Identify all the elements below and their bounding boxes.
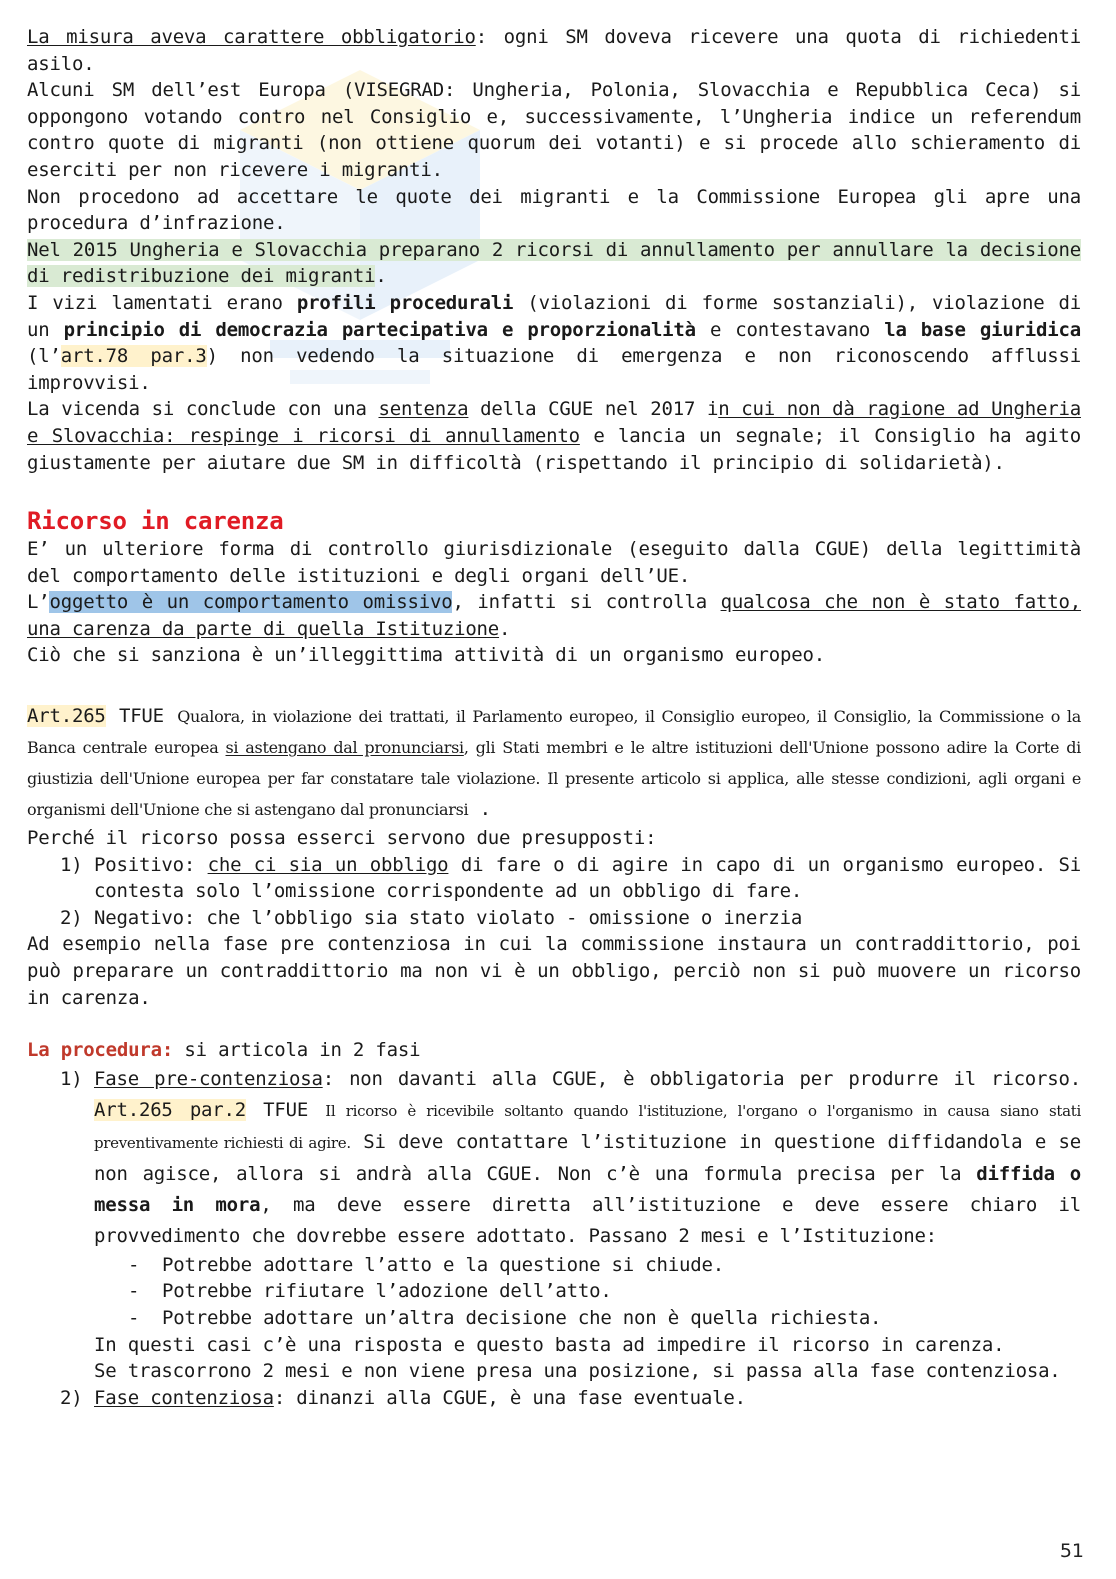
underlined-text: Fase pre-contenziosa bbox=[94, 1067, 323, 1090]
underlined-text: qualcosa che non è stato fatto, una carenza da parte di quella Istituzione bbox=[27, 591, 1081, 640]
underlined-text: n cui non dà ragione ad Ungheria e Slovacchia: respinge i ricorsi di annullamento bbox=[27, 398, 1081, 447]
underlined-text: Fase contenziosa bbox=[94, 1386, 274, 1409]
paragraph-risposta: In questi casi c’è una risposta e questo basta ad impedire il ricorso in carenza. bbox=[94, 1333, 1005, 1356]
fasi-list bbox=[27, 1064, 1081, 1412]
list-item: 2) Fase contenziosa: dinanzi alla CGUE, è una fase eventuale. bbox=[60, 1386, 746, 1409]
blue-highlight: oggetto è un comportamento omissivo bbox=[49, 591, 453, 614]
paragraph-definizione: E’ un ulteriore forma di controllo giurisdizionale (eseguito dalla CGUE) della legittimità del comportamento delle istituzioni e degli organi dell’UE. bbox=[27, 538, 1081, 587]
paragraph-infrazione: Non procedono ad accettare le quote dei migranti e la Commissione Europea gli apre una procedura d’infrazione. bbox=[27, 185, 1081, 235]
presupposti-list bbox=[27, 852, 1081, 932]
bold-text: principio di democrazia partecipativa e proporzionalità bbox=[63, 318, 696, 341]
paragraph-oggetto: L’oggetto è un comportamento omissivo, infatti si controlla qualcosa che non è stato fatto, una carenza da parte di quella Istituzione. bbox=[27, 591, 1081, 640]
options-list bbox=[94, 1252, 1081, 1332]
paragraph-obbligatoria: La misura aveva carattere obbligatorio: ogni SM doveva ricevere una quota di richiedenti asilo. bbox=[27, 26, 1081, 75]
paragraph-sentenza: La vicenda si conclude con una sentenza della CGUE nel 2017 in cui non dà ragione ad Ungheria e Slovacchia: respinge i ricorsi di annullamento e lancia un segnale; il Consiglio ha agito giustamente per aiutare due SM in difficoltà (rispettando il principio di solidarietà). bbox=[27, 398, 1081, 474]
article-265-quote: Art.265 TFUE Qualora, in violazione dei trattati, il Parlamento europeo, il Consiglio europeo, il Consiglio, la Commissione o la Banca centrale europea si astengano dal pronunciarsi, gli Stati membri e le altre istituzioni dell'Unione possono adire la Corte di giustizia dell'Unione europea per far constatare tale violazione. Il presente articolo si applica, alle stesse condizioni, agli organi e organismi dell'Unione che si astengano dal pronunciarsi . bbox=[27, 705, 1081, 821]
paragraph-procedura: La procedura: si articola in 2 fasi bbox=[27, 1039, 421, 1062]
yellow-highlight: Art.265 bbox=[27, 705, 106, 728]
list-item: - Potrebbe rifiutare l’adozione dell’atto. bbox=[128, 1280, 612, 1303]
paragraph-ricorsi-2015: Nel 2015 Ungheria e Slovacchia preparano 2 ricorsi di annullamento per annullare la decisione di redistribuzione dei migranti. bbox=[27, 238, 1081, 288]
underlined-text: che ci sia un obbligo bbox=[207, 853, 449, 876]
paragraph-vizi: I vizi lamentati erano profili procedurali (violazioni di forme sostanziali), violazione di un principio di democrazia partecipativa e proporzionalità e contestavano la base giuridica (l’art.78 par.3) non vedendo la situazione di emergenza e non riconoscendo afflussi improvvisi. bbox=[27, 291, 1082, 394]
list-item: - Potrebbe adottare l’atto e la questione si chiude. bbox=[128, 1253, 724, 1276]
underlined-text: La misura aveva carattere obbligatorio bbox=[27, 26, 476, 48]
paragraph-sanzione: Ciò che si sanziona è un’illeggittima attività di un organismo europeo. bbox=[27, 644, 825, 667]
yellow-highlight: art.78 par.3 bbox=[60, 345, 207, 368]
list-item: - Potrebbe adottare un’altra decisione che non è quella richiesta. bbox=[128, 1307, 882, 1329]
section-heading: Ricorso in carenza bbox=[27, 507, 284, 536]
article-265-par2-quote: Il ricorso è ricevibile soltanto quando l'istituzione, l'organo o l'organismo in causa siano stati preventivamente richiesti di agire. bbox=[94, 1101, 1081, 1152]
bold-text: diffida o messa in mora bbox=[94, 1162, 1081, 1216]
bold-text: la base giuridica bbox=[884, 318, 1081, 341]
page-number: 51 bbox=[1059, 1540, 1084, 1562]
underlined-text: si astengano dal pronunciarsi bbox=[225, 738, 464, 758]
procedura-label: La procedura: bbox=[27, 1039, 174, 1062]
green-highlight: Nel 2015 Ungheria e Slovacchia preparano 2 ricorsi di annullamento per annullare la decisione di redistribuzione dei migranti bbox=[27, 238, 1081, 288]
paragraph-esempio: Ad esempio nella fase pre contenziosa in cui la commissione instaura un contraddittorio, poi può preparare un contraddittorio ma non vi è un obbligo, perciò non si può muovere un ricorso in carenza. bbox=[27, 933, 1081, 1009]
paragraph-presupposti-intro: Perché il ricorso possa esserci servono due presupposti: bbox=[27, 827, 657, 850]
underlined-text: sentenza bbox=[378, 398, 469, 421]
yellow-highlight: Art.265 par.2 bbox=[94, 1098, 247, 1121]
bold-text: profili procedurali bbox=[296, 291, 514, 314]
list-item: 1) Fase pre-contenziosa: non davanti alla CGUE, è obbligatoria per produrre il ricorso. Art.265 par.2 TFUE Il ricorso è ricevibile soltanto quando l'istituzione, l'organo o l'organismo in causa siano stati preventivamente richiesti di agire. Si deve contattare l’istituzione in questione diffidandola e se non agisce, allora si andrà alla CGUE. Non c’è una formula precisa per la diffida o messa in mora, ma deve essere diretta all’istituzione e deve essere chiaro il provvedimento che dovrebbe essere adottato. Passano 2 mesi e l’Istituzione: - Potrebbe adottare l’atto e la questione si chiude. - Potrebbe rifiutare l’adozione dell’atto. - Potrebbe adottare un’altra decisione che non è quella richiesta. In questi casi c’è una risposta e questo basta ad impedire il ricorso in carenza. Se trascorrono 2 mesi e non viene presa una posizione, si passa alla fase contenziosa. bbox=[27, 1064, 1081, 1385]
document-page bbox=[27, 24, 1081, 1411]
list-item: 1) Positivo: che ci sia un obbligo di fare o di agire in capo di un organismo europeo. Si contesta solo l’omissione corrispondente ad un obbligo di fare. bbox=[60, 853, 1081, 903]
paragraph-visegrad: Alcuni SM dell’est Europa (VISEGRAD: Ungheria, Polonia, Slovacchia e Repubblica Ceca) si oppongono votando contro nel Consiglio e, successivamente, l’Ungheria indice un referendum contro quote di migranti (non ottiene quorum dei votanti) e si procede allo schieramento di eserciti per non ricevere i migranti. bbox=[27, 79, 1081, 181]
list-item: 2) Negativo: che l’obbligo sia stato violato - omissione o inerzia bbox=[60, 906, 803, 929]
paragraph-due-mesi: Se trascorrono 2 mesi e non viene presa una posizione, si passa alla fase contenziosa. bbox=[94, 1360, 1061, 1383]
